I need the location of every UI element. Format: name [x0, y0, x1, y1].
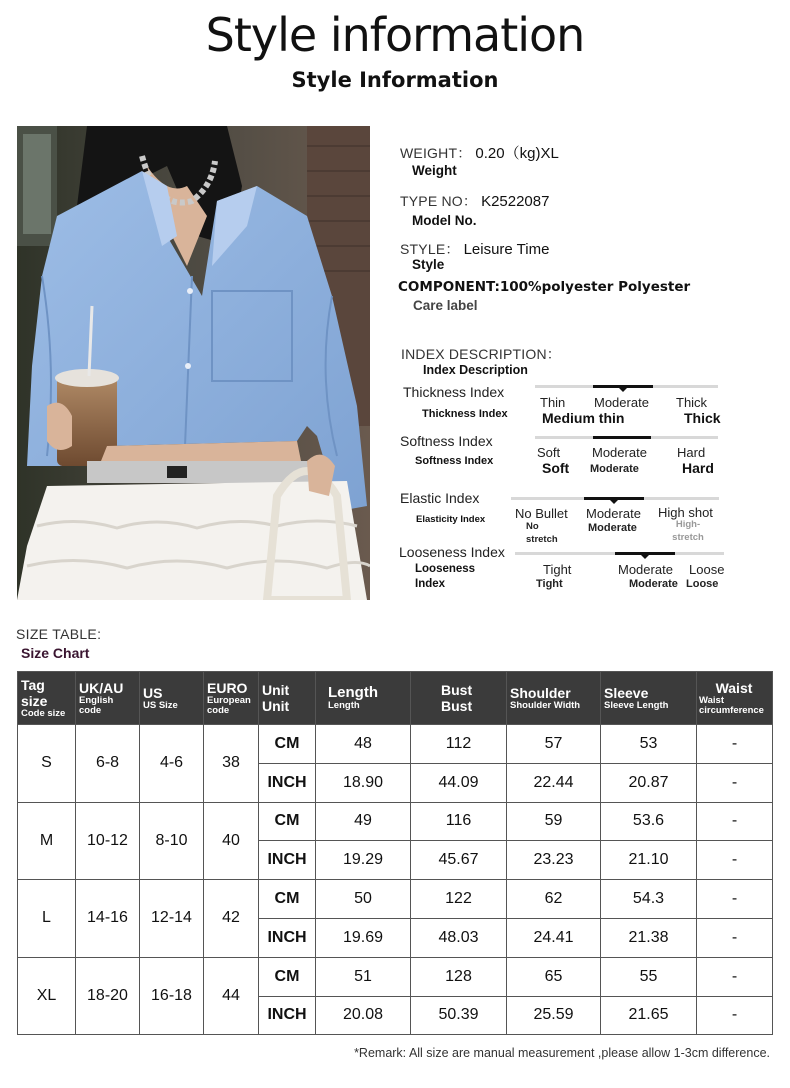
size-cell: S [18, 725, 76, 803]
waist-cell: - [697, 957, 773, 996]
header-uk-au: UK/AU English code [76, 672, 140, 725]
shoulder-cell: 62 [507, 880, 601, 919]
unit-cell: INCH [259, 763, 316, 802]
table-row [18, 802, 773, 841]
waist-cell: - [697, 802, 773, 841]
bust-cell: 128 [411, 957, 507, 996]
thickness-title: Thickness Index [403, 384, 505, 400]
style-row [400, 239, 549, 259]
size-table-sublabel: Size Chart [21, 645, 90, 661]
unit-cell: CM [259, 880, 316, 919]
softness-scale [535, 436, 718, 439]
looseness-scale [515, 552, 724, 555]
sleeve-cell: 54.3 [601, 880, 697, 919]
sleeve-cell: 55 [601, 957, 697, 996]
elastic-scale [511, 497, 719, 500]
bust-cell: 112 [411, 725, 507, 764]
size-cell: L [18, 880, 76, 958]
waist-cell: - [697, 763, 773, 802]
softness-subtitle: Softness Index [415, 455, 494, 467]
sleeve-cell: 53 [601, 725, 697, 764]
elastic-sub-moderate: Moderate [588, 522, 637, 534]
us-cell: 16-18 [140, 957, 204, 1035]
shoulder-cell: 22.44 [507, 763, 601, 802]
header-length: Length Length [316, 672, 411, 725]
bust-cell: 45.67 [411, 841, 507, 880]
index-title: INDEX DESCRIPTION： [401, 346, 561, 362]
elastic-opt-moderate: Moderate [586, 506, 641, 521]
bust-cell: 44.09 [411, 763, 507, 802]
waist-cell: - [697, 880, 773, 919]
thickness-opt-thin: Thin [540, 395, 566, 410]
length-cell: 51 [316, 957, 411, 996]
looseness-sub-tight: Tight [536, 578, 563, 590]
waist-cell: - [697, 996, 773, 1035]
shoulder-cell: 25.59 [507, 996, 601, 1035]
shoulder-cell: 57 [507, 725, 601, 764]
uk-cell: 6-8 [76, 725, 140, 803]
euro-cell: 42 [204, 880, 259, 958]
softness-sub-moderate: Moderate [590, 463, 639, 475]
euro-cell: 38 [204, 725, 259, 803]
softness-opt-moderate: Moderate [592, 445, 647, 460]
thickness-sub-thick: Thick [684, 410, 721, 426]
elastic-subtitle: Elasticity Index [416, 514, 486, 525]
thickness-subtitle: Thickness Index [422, 408, 508, 420]
softness-sub-hard: Hard [682, 460, 714, 476]
bust-cell: 122 [411, 880, 507, 919]
length-cell: 19.69 [316, 918, 411, 957]
elastic-opt-nobullet: No Bullet [515, 506, 568, 521]
sleeve-cell: 21.65 [601, 996, 697, 1035]
component-sublabel: Care label [413, 298, 478, 313]
header-waist: Waist Waist circumference [697, 672, 773, 725]
size-cell: M [18, 802, 76, 880]
length-cell: 20.08 [316, 996, 411, 1035]
elastic-title: Elastic Index [400, 490, 480, 506]
us-cell: 4-6 [140, 725, 204, 803]
unit-cell: CM [259, 725, 316, 764]
bust-cell: 116 [411, 802, 507, 841]
elastic-opt-highshot: High shot [658, 505, 713, 520]
unit-cell: INCH [259, 841, 316, 880]
thickness-scale [535, 385, 718, 388]
bust-cell: 48.03 [411, 918, 507, 957]
uk-cell: 18-20 [76, 957, 140, 1035]
type-label: TYPE NO： [400, 193, 478, 209]
waist-cell: - [697, 725, 773, 764]
euro-cell: 40 [204, 802, 259, 880]
weight-value: 0.20（kg)XL [475, 145, 559, 162]
waist-cell: - [697, 841, 773, 880]
looseness-opt-loose: Loose [689, 562, 725, 577]
header-shoulder: Shoulder Shoulder Width [507, 672, 601, 725]
component-text: COMPONENT:100%polyester Polyester [398, 279, 691, 295]
size-table-header [18, 672, 773, 725]
style-label: STYLE： [400, 241, 460, 257]
unit-cell: CM [259, 957, 316, 996]
length-cell: 50 [316, 880, 411, 919]
bust-cell: 50.39 [411, 996, 507, 1035]
elastic-sub-nostretch: No stretch [526, 521, 558, 545]
shoulder-cell: 23.23 [507, 841, 601, 880]
index-subtitle: Index Description [423, 363, 528, 377]
unit-cell: INCH [259, 996, 316, 1035]
sleeve-cell: 53.6 [601, 802, 697, 841]
uk-cell: 10-12 [76, 802, 140, 880]
type-value: K2522087 [481, 193, 550, 210]
style-sublabel: Style [412, 257, 445, 272]
uk-cell: 14-16 [76, 880, 140, 958]
looseness-sub-loose: Loose [686, 578, 719, 590]
product-photo [17, 126, 370, 600]
looseness-opt-tight: Tight [543, 562, 572, 577]
header-euro: EURO European code [204, 672, 259, 725]
sleeve-cell: 21.10 [601, 841, 697, 880]
header-sleeve: Sleeve Sleeve Length [601, 672, 697, 725]
thickness-sub-medium: Medium thin [542, 410, 625, 426]
size-table-label: SIZE TABLE: [16, 626, 102, 642]
looseness-sub-moderate: Moderate [629, 578, 678, 590]
page-subtitle: Style Information [291, 68, 499, 92]
looseness-subtitle: Looseness Index [415, 563, 476, 590]
header-bust: Bust Bust [411, 672, 507, 725]
looseness-opt-moderate: Moderate [618, 562, 673, 577]
header-unit: Unit Unit [259, 672, 316, 725]
length-cell: 18.90 [316, 763, 411, 802]
length-cell: 49 [316, 802, 411, 841]
length-cell: 19.29 [316, 841, 411, 880]
shoulder-cell: 59 [507, 802, 601, 841]
elastic-sub-highstretch: High-stretch [672, 519, 704, 543]
header-tag-size: Tag size Code size [18, 672, 76, 725]
type-sublabel: Model No. [412, 213, 477, 228]
weight-label: WEIGHT： [400, 145, 472, 161]
thickness-opt-thick: Thick [676, 395, 708, 410]
weight-row [400, 142, 559, 163]
sleeve-cell: 20.87 [601, 763, 697, 802]
length-cell: 48 [316, 725, 411, 764]
size-cell: XL [18, 957, 76, 1035]
table-row [18, 725, 773, 764]
weight-sublabel: Weight [412, 163, 457, 178]
size-table [17, 671, 773, 1035]
waist-cell: - [697, 918, 773, 957]
us-cell: 8-10 [140, 802, 204, 880]
sleeve-cell: 21.38 [601, 918, 697, 957]
looseness-title: Looseness Index [399, 544, 505, 560]
table-row [18, 880, 773, 919]
unit-cell: INCH [259, 918, 316, 957]
unit-cell: CM [259, 802, 316, 841]
remark-note: *Remark: All size are manual measurement ,please allow 1-3cm difference. [354, 1046, 770, 1060]
header-us: US US Size [140, 672, 204, 725]
softness-opt-soft: Soft [537, 445, 561, 460]
softness-sub-soft: Soft [542, 460, 570, 476]
euro-cell: 44 [204, 957, 259, 1035]
shoulder-cell: 24.41 [507, 918, 601, 957]
type-row [400, 191, 549, 211]
shoulder-cell: 65 [507, 957, 601, 996]
softness-title: Softness Index [400, 433, 493, 449]
thickness-opt-moderate: Moderate [594, 395, 649, 410]
table-row [18, 957, 773, 996]
softness-opt-hard: Hard [677, 445, 706, 460]
us-cell: 12-14 [140, 880, 204, 958]
page-title: Style information [205, 8, 585, 62]
style-value: Leisure Time [463, 241, 550, 258]
